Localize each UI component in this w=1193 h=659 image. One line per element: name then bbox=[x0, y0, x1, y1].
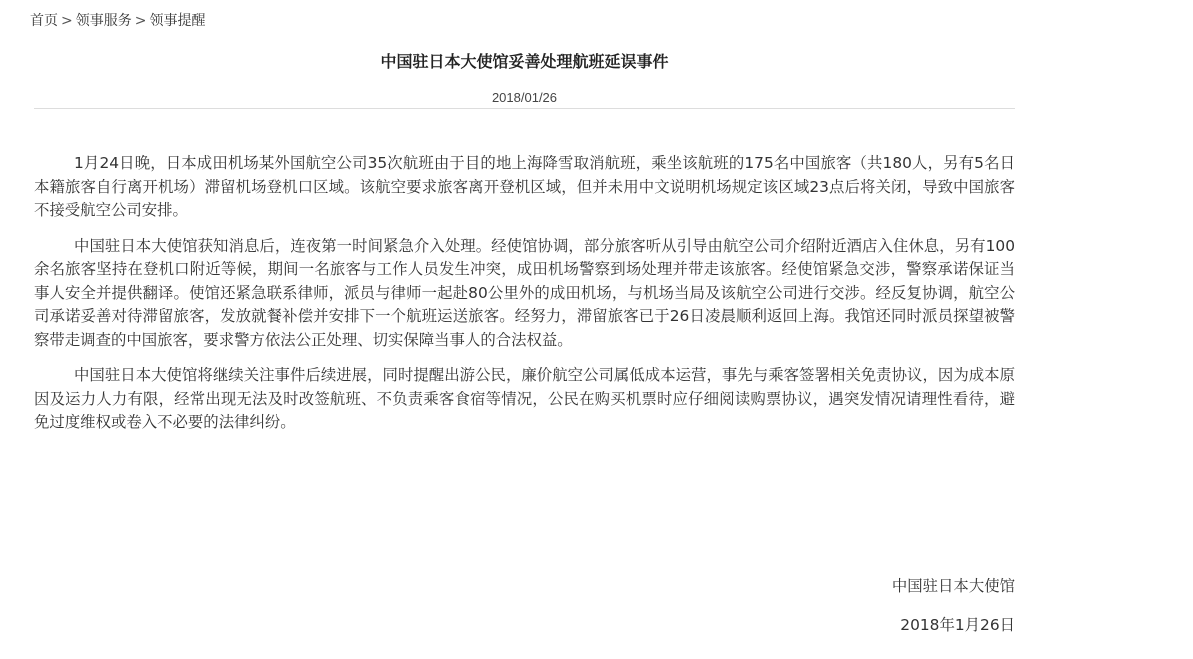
article-paragraph-3: 中国驻日本大使馆将继续关注事件后续进展，同时提醒出游公民，廉价航空公司属低成本运营，事先与乘客签署相关免责协议，因为成本原因及运力人力有限，经常出现无法及时改签航班、不负责乘客食宿等情况，公民在购买机票时应仔细阅读购票协议，遇突发情况请理性看待，避免过度维权或卷入不必要的法律纠纷。 bbox=[34, 366, 1015, 431]
breadcrumb-separator: > bbox=[61, 13, 73, 29]
breadcrumb-separator: > bbox=[134, 13, 147, 29]
article-date: 2018/01/26 bbox=[491, 90, 558, 105]
title-divider bbox=[34, 108, 1015, 109]
article-paragraph-1: 1月24日晚，日本成田机场某外国航空公司35次航班由于目的地上海降雪取消航班，乘坐该航班的175名中国旅客（共180人，另有5名日本籍旅客自行离开机场）滞留机场登机口区域。该航空要求旅客离开登机区域，但并未用中文说明机场规定该区域23点后将关闭，导致中国旅客不接受航空公司安排。 bbox=[34, 154, 1015, 219]
breadcrumb-home-link[interactable]: 首页 bbox=[30, 13, 58, 29]
breadcrumb-consular-reminders-link[interactable]: 领事提醒 bbox=[149, 13, 206, 29]
breadcrumb-consular-services-link[interactable]: 领事服务 bbox=[75, 13, 132, 29]
breadcrumb bbox=[30, 11, 205, 31]
article-paragraph-2: 中国驻日本大使馆获知消息后，连夜第一时间紧急介入处理。经使馆协调，部分旅客听从引导由航空公司介绍附近酒店入住休息，另有100余名旅客坚持在登机口附近等候，期间一名旅客与工作人员发生冲突，成田机场警察到场处理并带走该旅客。经使馆紧急交涉，警察承诺保证当事人安全并提供翻译。使馆还紧急联系律师，派员与律师一起赴80公里外的成田机场，与机场当局及该航空公司进行交涉。经反复协调，航空公司承诺妥善对待滞留旅客，发放就餐补偿并安排下一个航班运送旅客。经努力，滞留旅客已于26日凌晨顺利返回上海。我馆还同时派员探望被警察带走调查的中国旅客，要求警方依法公正处理、切实保障当事人的合法权益。 bbox=[34, 236, 1015, 349]
article-body bbox=[34, 152, 1015, 447]
article-signature-date: 2018年1月26日 bbox=[900, 616, 1015, 634]
article-title: 中国驻日本大使馆妥善处理航班延误事件 bbox=[380, 52, 669, 71]
article-signature: 中国驻日本大使馆 bbox=[891, 577, 1015, 595]
